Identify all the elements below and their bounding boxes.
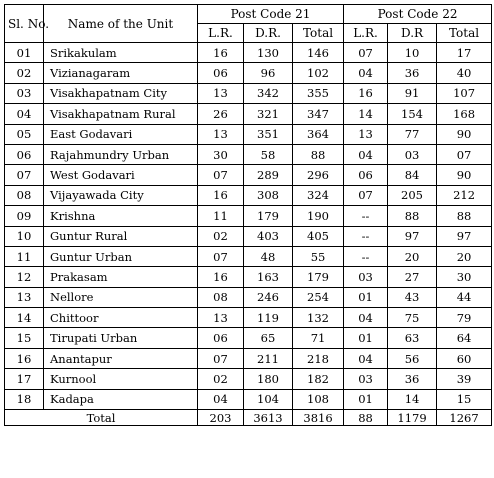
header-pc22-dr: D.R <box>388 24 437 43</box>
cell-sl-no: 10 <box>5 226 44 246</box>
cell-pc22-lr: 04 <box>344 144 388 164</box>
cell-unit-name: Guntur Rural <box>44 226 198 246</box>
header-pc22-lr: L.R. <box>344 24 388 43</box>
cell-pc21-lr: 02 <box>198 369 244 389</box>
cell-pc22-lr: 01 <box>344 389 388 409</box>
cell-pc22-lr: 04 <box>344 63 388 83</box>
cell-pc21-total: 179 <box>293 267 344 287</box>
table-row <box>5 185 492 205</box>
cell-pc21-dr: 130 <box>244 43 293 63</box>
cell-pc22-total: 64 <box>437 328 492 348</box>
table-row <box>5 144 492 164</box>
header-pc21-total: Total <box>293 24 344 43</box>
cell-pc21-lr: 13 <box>198 83 244 103</box>
cell-pc22-total: 79 <box>437 308 492 328</box>
cell-pc21-dr: 179 <box>244 206 293 226</box>
cell-pc22-dr: 36 <box>388 63 437 83</box>
cell-pc22-total: 39 <box>437 369 492 389</box>
total-pc21-dr: 3613 <box>244 410 293 426</box>
cell-pc21-dr: 351 <box>244 124 293 144</box>
cell-pc21-dr: 119 <box>244 308 293 328</box>
cell-pc22-dr: 91 <box>388 83 437 103</box>
cell-pc22-lr: 03 <box>344 369 388 389</box>
header-post-code-22: Post Code 22 <box>344 5 492 24</box>
cell-unit-name: Visakhapatnam Rural <box>44 104 198 124</box>
cell-pc22-lr: 04 <box>344 308 388 328</box>
cell-pc21-lr: 06 <box>198 63 244 83</box>
cell-unit-name: Vizianagaram <box>44 63 198 83</box>
total-pc22-total: 1267 <box>437 410 492 426</box>
cell-pc22-total: 44 <box>437 287 492 307</box>
cell-pc22-lr: 06 <box>344 165 388 185</box>
cell-pc21-total: 132 <box>293 308 344 328</box>
table-row <box>5 369 492 389</box>
cell-unit-name: Vijayawada City <box>44 185 198 205</box>
cell-unit-name: Srikakulam <box>44 43 198 63</box>
table-row <box>5 124 492 144</box>
cell-pc22-total: 97 <box>437 226 492 246</box>
cell-pc22-dr: 77 <box>388 124 437 144</box>
header-unit-name: Name of the Unit <box>44 5 198 43</box>
cell-pc22-total: 15 <box>437 389 492 409</box>
cell-pc21-dr: 342 <box>244 83 293 103</box>
cell-pc22-total: 30 <box>437 267 492 287</box>
cell-pc22-lr: 13 <box>344 124 388 144</box>
total-pc22-lr: 88 <box>344 410 388 426</box>
cell-sl-no: 15 <box>5 328 44 348</box>
header-pc21-dr: D.R. <box>244 24 293 43</box>
cell-unit-name: Rajahmundry Urban <box>44 144 198 164</box>
table-row <box>5 328 492 348</box>
cell-unit-name: Chittoor <box>44 308 198 328</box>
cell-pc22-dr: 10 <box>388 43 437 63</box>
cell-pc21-lr: 04 <box>198 389 244 409</box>
cell-pc21-dr: 321 <box>244 104 293 124</box>
cell-sl-no: 12 <box>5 267 44 287</box>
cell-pc22-lr: 14 <box>344 104 388 124</box>
cell-pc21-total: 296 <box>293 165 344 185</box>
cell-pc21-dr: 163 <box>244 267 293 287</box>
cell-pc21-lr: 07 <box>198 246 244 266</box>
cell-pc21-dr: 211 <box>244 348 293 368</box>
table-row <box>5 43 492 63</box>
cell-pc21-dr: 308 <box>244 185 293 205</box>
cell-pc22-lr: 04 <box>344 348 388 368</box>
cell-sl-no: 11 <box>5 246 44 266</box>
cell-sl-no: 06 <box>5 144 44 164</box>
cell-sl-no: 17 <box>5 369 44 389</box>
cell-sl-no: 14 <box>5 308 44 328</box>
cell-pc21-total: 71 <box>293 328 344 348</box>
cell-unit-name: Anantapur <box>44 348 198 368</box>
cell-unit-name: Nellore <box>44 287 198 307</box>
cell-pc22-dr: 84 <box>388 165 437 185</box>
cell-pc21-total: 146 <box>293 43 344 63</box>
cell-pc22-dr: 56 <box>388 348 437 368</box>
cell-pc22-lr: 01 <box>344 328 388 348</box>
table-row <box>5 63 492 83</box>
cell-pc22-total: 107 <box>437 83 492 103</box>
cell-pc21-total: 405 <box>293 226 344 246</box>
cell-pc22-lr: -- <box>344 246 388 266</box>
cell-pc21-total: 55 <box>293 246 344 266</box>
header-sl-no: Sl. No. <box>5 5 44 43</box>
cell-pc21-lr: 08 <box>198 287 244 307</box>
cell-pc22-dr: 75 <box>388 308 437 328</box>
cell-pc21-total: 364 <box>293 124 344 144</box>
cell-pc22-lr: 07 <box>344 185 388 205</box>
total-row <box>5 410 492 426</box>
cell-pc22-lr: -- <box>344 226 388 246</box>
cell-pc22-total: 88 <box>437 206 492 226</box>
header-post-code-21: Post Code 21 <box>198 5 344 24</box>
cell-pc22-dr: 154 <box>388 104 437 124</box>
total-pc22-dr: 1179 <box>388 410 437 426</box>
cell-pc21-lr: 16 <box>198 267 244 287</box>
cell-pc22-lr: 07 <box>344 43 388 63</box>
cell-pc21-dr: 65 <box>244 328 293 348</box>
cell-unit-name: Tirupati Urban <box>44 328 198 348</box>
cell-pc22-dr: 63 <box>388 328 437 348</box>
total-pc21-total: 3816 <box>293 410 344 426</box>
cell-sl-no: 03 <box>5 83 44 103</box>
table-row <box>5 226 492 246</box>
cell-pc22-total: 90 <box>437 124 492 144</box>
cell-pc22-dr: 20 <box>388 246 437 266</box>
cell-pc22-lr: 03 <box>344 267 388 287</box>
header-pc22-total: Total <box>437 24 492 43</box>
cell-pc22-lr: 01 <box>344 287 388 307</box>
table-row <box>5 389 492 409</box>
cell-pc22-total: 168 <box>437 104 492 124</box>
cell-pc21-lr: 16 <box>198 43 244 63</box>
table-row <box>5 206 492 226</box>
total-pc21-lr: 203 <box>198 410 244 426</box>
cell-pc21-lr: 06 <box>198 328 244 348</box>
cell-unit-name: Prakasam <box>44 267 198 287</box>
post-code-table <box>4 4 492 426</box>
cell-pc21-dr: 48 <box>244 246 293 266</box>
table-row <box>5 104 492 124</box>
cell-sl-no: 16 <box>5 348 44 368</box>
cell-pc21-lr: 11 <box>198 206 244 226</box>
cell-pc21-total: 218 <box>293 348 344 368</box>
cell-pc22-dr: 03 <box>388 144 437 164</box>
cell-pc22-lr: 16 <box>344 83 388 103</box>
cell-unit-name: West Godavari <box>44 165 198 185</box>
cell-sl-no: 07 <box>5 165 44 185</box>
cell-pc21-dr: 246 <box>244 287 293 307</box>
cell-pc22-dr: 205 <box>388 185 437 205</box>
cell-unit-name: Visakhapatnam City <box>44 83 198 103</box>
cell-pc22-dr: 14 <box>388 389 437 409</box>
header-pc21-lr: L.R. <box>198 24 244 43</box>
cell-pc21-lr: 30 <box>198 144 244 164</box>
cell-sl-no: 01 <box>5 43 44 63</box>
cell-pc21-dr: 58 <box>244 144 293 164</box>
cell-pc21-lr: 07 <box>198 348 244 368</box>
cell-pc22-total: 90 <box>437 165 492 185</box>
cell-pc21-dr: 96 <box>244 63 293 83</box>
cell-pc22-total: 17 <box>437 43 492 63</box>
table-body <box>5 43 492 410</box>
cell-pc21-dr: 289 <box>244 165 293 185</box>
cell-pc22-dr: 43 <box>388 287 437 307</box>
cell-sl-no: 08 <box>5 185 44 205</box>
cell-pc22-dr: 36 <box>388 369 437 389</box>
table-row <box>5 267 492 287</box>
cell-pc22-dr: 27 <box>388 267 437 287</box>
cell-pc22-lr: -- <box>344 206 388 226</box>
cell-pc21-total: 102 <box>293 63 344 83</box>
table-row <box>5 165 492 185</box>
cell-sl-no: 04 <box>5 104 44 124</box>
cell-pc21-dr: 104 <box>244 389 293 409</box>
cell-pc22-dr: 97 <box>388 226 437 246</box>
cell-pc21-total: 324 <box>293 185 344 205</box>
cell-pc22-total: 07 <box>437 144 492 164</box>
cell-pc21-lr: 16 <box>198 185 244 205</box>
cell-sl-no: 02 <box>5 63 44 83</box>
cell-pc21-total: 190 <box>293 206 344 226</box>
cell-sl-no: 09 <box>5 206 44 226</box>
cell-pc22-total: 20 <box>437 246 492 266</box>
cell-pc21-dr: 180 <box>244 369 293 389</box>
cell-pc21-total: 88 <box>293 144 344 164</box>
table-row <box>5 308 492 328</box>
cell-pc21-lr: 07 <box>198 165 244 185</box>
cell-pc21-total: 347 <box>293 104 344 124</box>
cell-sl-no: 13 <box>5 287 44 307</box>
cell-pc22-total: 212 <box>437 185 492 205</box>
table-row <box>5 83 492 103</box>
table-row <box>5 287 492 307</box>
total-label: Total <box>5 410 198 426</box>
cell-pc21-dr: 403 <box>244 226 293 246</box>
cell-unit-name: Krishna <box>44 206 198 226</box>
cell-pc21-total: 182 <box>293 369 344 389</box>
cell-pc22-total: 40 <box>437 63 492 83</box>
cell-pc22-total: 60 <box>437 348 492 368</box>
cell-unit-name: Kadapa <box>44 389 198 409</box>
cell-unit-name: Kurnool <box>44 369 198 389</box>
table-row <box>5 348 492 368</box>
cell-pc21-lr: 26 <box>198 104 244 124</box>
cell-pc22-dr: 88 <box>388 206 437 226</box>
table-row <box>5 246 492 266</box>
cell-pc21-lr: 13 <box>198 308 244 328</box>
cell-pc21-total: 108 <box>293 389 344 409</box>
cell-sl-no: 05 <box>5 124 44 144</box>
cell-unit-name: Guntur Urban <box>44 246 198 266</box>
cell-unit-name: East Godavari <box>44 124 198 144</box>
cell-sl-no: 18 <box>5 389 44 409</box>
cell-pc21-lr: 13 <box>198 124 244 144</box>
cell-pc21-lr: 02 <box>198 226 244 246</box>
cell-pc21-total: 254 <box>293 287 344 307</box>
cell-pc21-total: 355 <box>293 83 344 103</box>
